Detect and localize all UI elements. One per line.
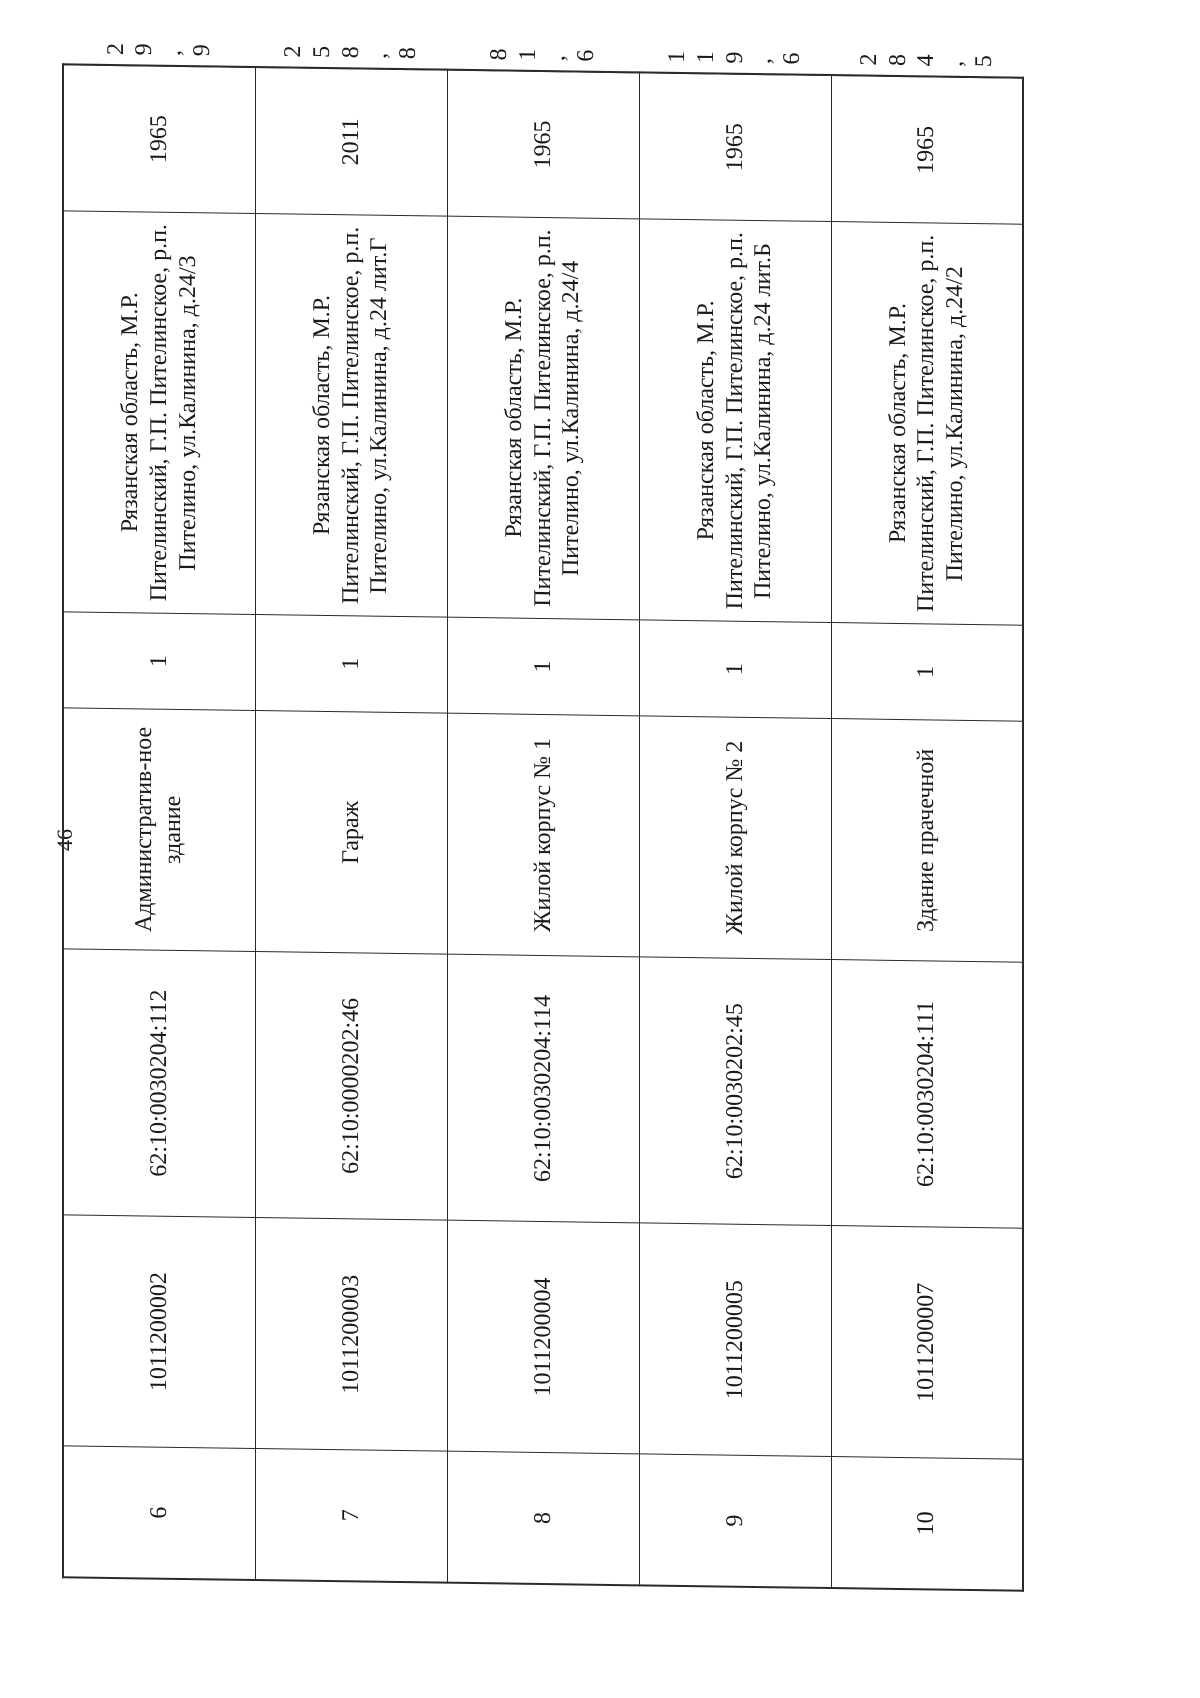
row-number-cell: 10 [831,1457,1023,1591]
quantity-cell: 1 [447,617,639,716]
inventory-number-cell: 1011200002 [63,1215,255,1449]
cadastral-number-cell: 62:10:0030204:112 [63,949,255,1218]
row-number-cell: 6 [63,1446,255,1580]
object-name-cell: Жилой корпус № 1 [447,713,639,957]
area-cell: 29,9 [63,65,255,68]
area-cell: 258,8 [255,67,447,70]
year-cell: 2011 [255,67,447,216]
object-name-cell: Здание прачечной [831,719,1023,963]
quantity-cell: 1 [831,623,1023,722]
year-cell: 1965 [447,70,639,219]
table-row [447,70,639,1585]
table-row [255,67,447,1582]
cadastral-number-cell: 62:10:0030204:114 [447,954,639,1223]
quantity-cell: 1 [255,614,447,713]
year-cell: 1965 [639,73,831,222]
address-cell: Рязанская область, М.Р. Пителинский, Г.П. Пителинское, р.п. Пителино, ул.Калинина, д.24/4 [447,216,639,620]
cadastral-number-cell: 62:10:0030202:45 [639,957,831,1226]
year-cell: 1965 [63,65,255,214]
cadastral-number-cell: 62:10:0000202:46 [255,951,447,1220]
row-number-cell: 7 [255,1448,447,1582]
area-cell: 119,6 [639,73,831,76]
quantity-cell: 1 [63,612,255,711]
table-row [831,76,1023,1591]
cadastral-number-cell: 62:10:0030204:111 [831,960,1023,1229]
address-cell: Рязанская область, М.Р. Пителинский, Г.П. Пителинское, р.п. Пителино, ул.Калинина, д.24 лит.Г [255,213,447,617]
property-table [62,42,1024,1592]
row-number-cell: 9 [639,1454,831,1588]
area-cell: 284,5 [831,76,1023,79]
object-name-cell: Гараж [255,710,447,954]
property-table-frame [62,42,1022,1591]
table-row [63,65,255,1580]
inventory-number-cell: 1011200007 [831,1226,1023,1460]
quantity-cell: 1 [639,620,831,719]
inventory-number-cell: 1011200003 [255,1217,447,1451]
inventory-number-cell: 1011200004 [447,1220,639,1454]
address-cell: Рязанская область, М.Р. Пителинский, Г.П. Пителинское, р.п. Пителино, ул.Калинина, д.24/2 [831,222,1023,626]
object-name-cell: Административ-ное здание [63,708,255,952]
page-number: 46 [52,829,77,851]
address-cell: Рязанская область, М.Р. Пителинский, Г.П. Пителинское, р.п. Пителино, ул.Калинина, д.24/3 [63,211,255,615]
table-row [639,73,831,1588]
row-number-cell: 8 [447,1451,639,1585]
address-cell: Рязанская область, М.Р. Пителинский, Г.П. Пителинское, р.п. Пителино, ул.Калинина, д.24 лит.Б [639,219,831,623]
object-name-cell: Жилой корпус № 2 [639,716,831,960]
area-cell: 81,6 [447,70,639,73]
inventory-number-cell: 1011200005 [639,1223,831,1457]
year-cell: 1965 [831,76,1023,225]
